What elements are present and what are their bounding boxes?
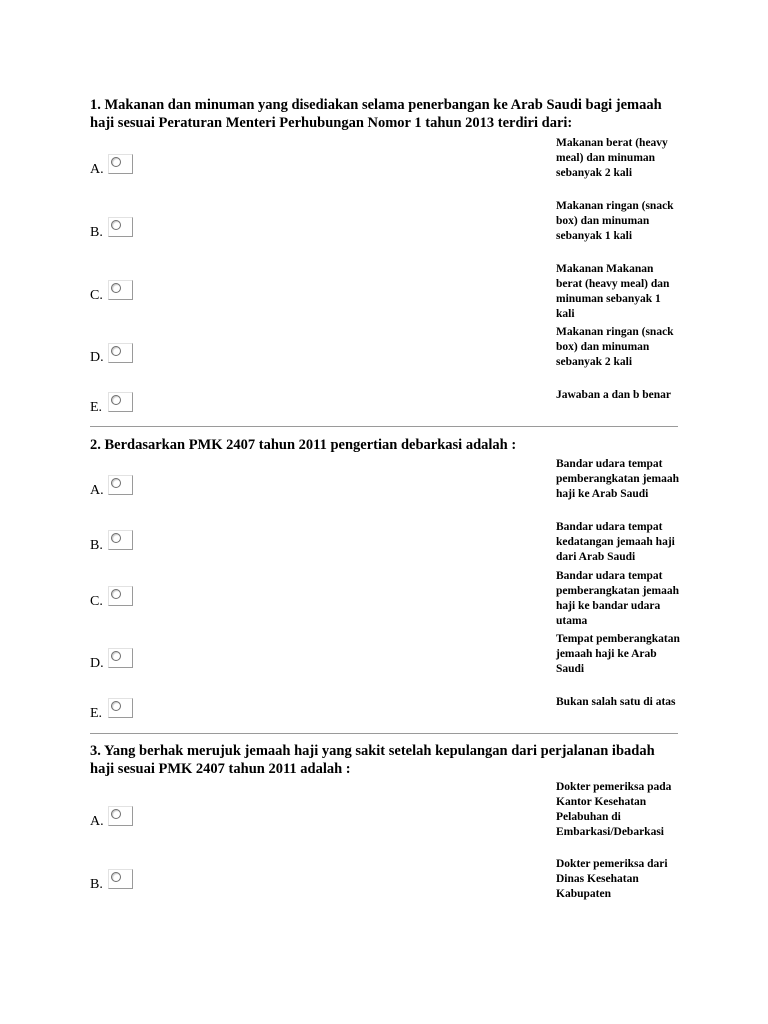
radio-circle-icon [111, 157, 121, 167]
radio-circle-icon [111, 395, 121, 405]
question-1-option-e-letter: E. [90, 400, 103, 415]
question-3-option-b-radio[interactable] [108, 869, 133, 889]
question-1-option-b-letter: B. [90, 225, 103, 240]
radio-circle-icon [111, 651, 121, 661]
question-2-option-b-radio[interactable] [108, 530, 133, 550]
radio-circle-icon [111, 533, 121, 543]
question-2-option-e-text: Bukan salah satu di atas [556, 696, 676, 708]
question-2-option-c-letter: C. [90, 594, 103, 609]
question-divider [90, 733, 678, 734]
radio-circle-icon [111, 283, 121, 293]
question-3-option-a-radio[interactable] [108, 806, 133, 826]
question-2-option-a-letter: A. [90, 483, 104, 498]
question-divider [90, 426, 678, 427]
question-1-option-a-radio[interactable] [108, 154, 133, 174]
question-2-title: 2. Berdasarkan PMK 2407 tahun 2011 pengertian debarkasi adalah : [90, 437, 517, 453]
question-2-option-c-text: Bandar udara tempat pemberangkatan jemaah haji ke bandar udara utama [556, 570, 679, 627]
question-2-option-d-radio[interactable] [108, 648, 133, 668]
radio-circle-icon [111, 220, 121, 230]
radio-circle-icon [111, 589, 121, 599]
question-1-option-a-text: Makanan berat (heavy meal) dan minuman sebanyak 2 kali [556, 137, 668, 179]
radio-circle-icon [111, 478, 121, 488]
question-2-option-b-text: Bandar udara tempat kedatangan jemaah haji dari Arab Saudi [556, 521, 675, 563]
question-3-option-a-text: Dokter pemeriksa pada Kantor Kesehatan Pelabuhan di Embarkasi/Debarkasi [556, 781, 672, 838]
question-1-option-e-radio[interactable] [108, 392, 133, 412]
question-1-option-c-letter: C. [90, 288, 103, 303]
question-1-option-d-letter: D. [90, 350, 104, 365]
question-2-option-d-letter: D. [90, 656, 104, 671]
question-1-option-b-radio[interactable] [108, 217, 133, 237]
question-2-option-d-text: Tempat pemberangkatan jemaah haji ke Arab Saudi [556, 633, 680, 675]
question-2-option-b-letter: B. [90, 538, 103, 553]
question-2-option-c-radio[interactable] [108, 586, 133, 606]
question-2-option-a-text: Bandar udara tempat pemberangkatan jemaah haji ke Arab Saudi [556, 458, 679, 500]
question-1-option-c-text: Makanan Makanan berat (heavy meal) dan minuman sebanyak 1 kali [556, 263, 670, 320]
question-1-option-e-text: Jawaban a dan b benar [556, 389, 672, 401]
question-3-option-b-letter: B. [90, 877, 103, 892]
question-3-option-a-letter: A. [90, 814, 104, 829]
question-1-option-a-letter: A. [90, 162, 104, 177]
question-3-title: 3. Yang berhak merujuk jemaah haji yang sakit setelah kepulangan dari perjalanan ibadah haji sesuai PMK 2407 tahun 2011 adalah : [90, 743, 655, 777]
question-1-title: 1. Makanan dan minuman yang disediakan selama penerbangan ke Arab Saudi bagi jemaah haji sesuai Peraturan Menteri Perhubungan Nomor 1 tahun 2013 terdiri dari: [90, 97, 662, 131]
question-1-option-b-text: Makanan ringan (snack box) dan minuman sebanyak 1 kali [556, 200, 674, 242]
question-1-option-d-radio[interactable] [108, 343, 133, 363]
radio-circle-icon [111, 701, 121, 711]
question-2-option-a-radio[interactable] [108, 475, 133, 495]
question-1-option-d-text: Makanan ringan (snack box) dan minuman sebanyak 2 kali [556, 326, 674, 368]
question-2-option-e-radio[interactable] [108, 698, 133, 718]
radio-circle-icon [111, 346, 121, 356]
question-2-option-e-letter: E. [90, 706, 103, 721]
question-3-option-b-text: Dokter pemeriksa dari Dinas Kesehatan Kabupaten [556, 858, 668, 900]
radio-circle-icon [111, 872, 121, 882]
radio-circle-icon [111, 809, 121, 819]
question-1-option-c-radio[interactable] [108, 280, 133, 300]
